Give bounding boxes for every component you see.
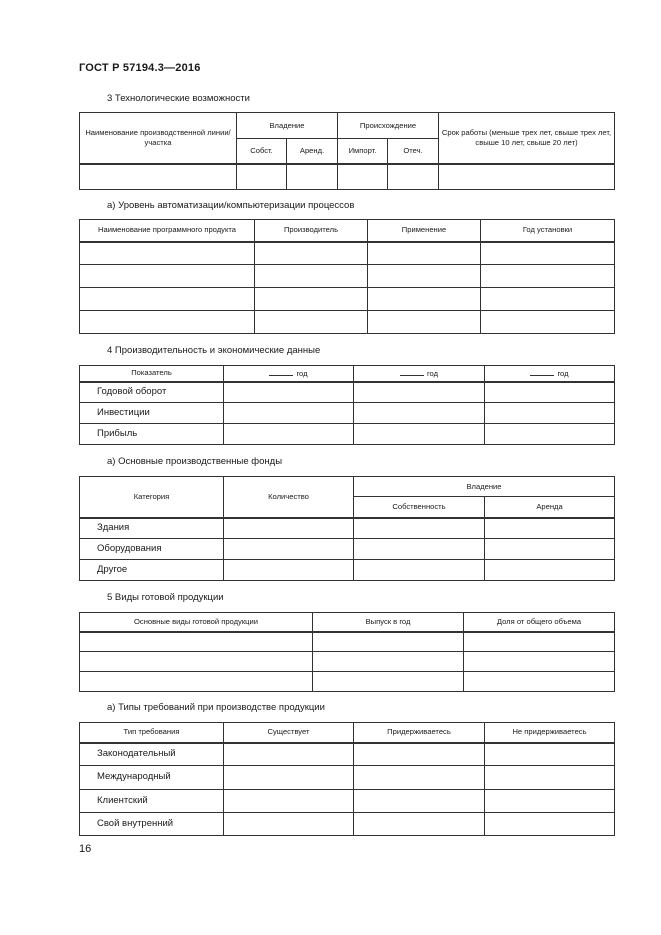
input-cell[interactable] bbox=[464, 632, 615, 652]
input-cell[interactable] bbox=[80, 311, 255, 334]
table-row bbox=[80, 311, 615, 334]
table-row bbox=[80, 518, 615, 539]
input-cell[interactable] bbox=[354, 382, 485, 403]
year-blank[interactable] bbox=[400, 368, 424, 376]
input-cell[interactable] bbox=[368, 311, 481, 334]
col-import: Импорт. bbox=[338, 139, 388, 164]
table-row bbox=[80, 288, 615, 311]
row-label: Годовой оборот bbox=[80, 382, 224, 403]
input-cell[interactable] bbox=[485, 518, 615, 539]
input-cell[interactable] bbox=[354, 539, 485, 560]
requirements-title: а) Типы требований при производстве продукции bbox=[107, 702, 325, 713]
table-row bbox=[80, 743, 615, 766]
table-row bbox=[80, 672, 615, 692]
col-product-types: Основные виды готовой продукции bbox=[80, 613, 313, 632]
automation-table bbox=[79, 219, 615, 334]
input-cell[interactable] bbox=[464, 672, 615, 692]
input-cell[interactable] bbox=[80, 164, 237, 189]
table-row bbox=[80, 812, 615, 835]
input-cell[interactable] bbox=[464, 652, 615, 672]
input-cell[interactable] bbox=[80, 632, 313, 652]
col-lifetime: Срок работы (меньше трех лет, свыше трех лет, свыше 10 лет, свыше 20 лет) bbox=[439, 113, 615, 165]
row-label: Другое bbox=[80, 560, 224, 581]
input-cell[interactable] bbox=[485, 403, 615, 424]
input-cell[interactable] bbox=[255, 242, 368, 265]
input-cell[interactable] bbox=[354, 403, 485, 424]
input-cell[interactable] bbox=[485, 539, 615, 560]
col-share: Доля от общего объема bbox=[464, 613, 615, 632]
input-cell[interactable] bbox=[354, 518, 485, 539]
table-row bbox=[80, 632, 615, 652]
input-cell[interactable] bbox=[224, 743, 354, 766]
col-not-comply: Не придерживаетесь bbox=[485, 723, 615, 743]
col-year-2: год bbox=[354, 366, 485, 382]
col-install-year: Год установки bbox=[481, 220, 615, 242]
col-quantity: Количество bbox=[224, 477, 354, 518]
row-label: Оборудования bbox=[80, 539, 224, 560]
col-rent: Аренд. bbox=[287, 139, 338, 164]
row-label: Прибыль bbox=[80, 424, 224, 445]
input-cell[interactable] bbox=[237, 164, 287, 189]
input-cell[interactable] bbox=[485, 743, 615, 766]
table-row bbox=[80, 789, 615, 812]
col-year-1: год bbox=[224, 366, 354, 382]
row-label: Законодательный bbox=[80, 743, 224, 766]
assets-title: а) Основные производственные фонды bbox=[107, 456, 283, 467]
table-row bbox=[80, 265, 615, 288]
row-label: Инвестиции bbox=[80, 403, 224, 424]
technology-table bbox=[79, 112, 615, 190]
automation-title: а) Уровень автоматизации/компьютеризации процессов bbox=[107, 200, 355, 211]
input-cell[interactable] bbox=[224, 539, 354, 560]
page-number: 16 bbox=[79, 843, 92, 855]
col-annual-output: Выпуск в год bbox=[313, 613, 464, 632]
input-cell[interactable] bbox=[224, 766, 354, 789]
table-row bbox=[80, 382, 615, 403]
input-cell[interactable] bbox=[485, 424, 615, 445]
input-cell[interactable] bbox=[485, 812, 615, 835]
input-cell[interactable] bbox=[313, 672, 464, 692]
input-cell[interactable] bbox=[368, 288, 481, 311]
input-cell[interactable] bbox=[224, 560, 354, 581]
col-manufacturer: Производитель bbox=[255, 220, 368, 242]
row-label: Клиентский bbox=[80, 789, 224, 812]
col-comply: Придерживаетесь bbox=[354, 723, 485, 743]
input-cell[interactable] bbox=[287, 164, 338, 189]
input-cell[interactable] bbox=[485, 766, 615, 789]
input-cell[interactable] bbox=[485, 789, 615, 812]
col-own: Собственность bbox=[354, 497, 485, 518]
input-cell[interactable] bbox=[80, 242, 255, 265]
row-label: Здания bbox=[80, 518, 224, 539]
col-indicator: Показатель bbox=[80, 366, 224, 382]
input-cell[interactable] bbox=[224, 789, 354, 812]
input-cell[interactable] bbox=[313, 632, 464, 652]
col-software-name: Наименование программного продукта bbox=[80, 220, 255, 242]
input-cell[interactable] bbox=[224, 518, 354, 539]
col-line-name: Наименование производственной линии/участка bbox=[80, 113, 237, 165]
input-cell[interactable] bbox=[439, 164, 615, 189]
table-row bbox=[80, 164, 615, 189]
col-year-3: год bbox=[485, 366, 615, 382]
row-label: Международный bbox=[80, 766, 224, 789]
assets-table bbox=[79, 476, 615, 581]
input-cell[interactable] bbox=[255, 288, 368, 311]
section-4-title: 4 Производительность и экономические данные bbox=[107, 345, 321, 356]
input-cell[interactable] bbox=[224, 403, 354, 424]
table-row bbox=[80, 242, 615, 265]
year-blank[interactable] bbox=[269, 368, 293, 376]
products-table bbox=[79, 612, 615, 692]
input-cell[interactable] bbox=[354, 789, 485, 812]
col-origin: Происхождение bbox=[338, 113, 439, 139]
section-5-title: 5 Виды готовой продукции bbox=[107, 592, 224, 603]
col-ownership: Владение bbox=[237, 113, 338, 139]
table-row bbox=[80, 539, 615, 560]
col-rent: Аренда bbox=[485, 497, 615, 518]
input-cell[interactable] bbox=[368, 265, 481, 288]
input-cell[interactable] bbox=[224, 424, 354, 445]
performance-table bbox=[79, 365, 615, 445]
input-cell[interactable] bbox=[224, 382, 354, 403]
input-cell[interactable] bbox=[80, 672, 313, 692]
col-exists: Существует bbox=[224, 723, 354, 743]
input-cell[interactable] bbox=[313, 652, 464, 672]
input-cell[interactable] bbox=[354, 560, 485, 581]
input-cell[interactable] bbox=[80, 288, 255, 311]
input-cell[interactable] bbox=[481, 265, 615, 288]
input-cell[interactable] bbox=[354, 766, 485, 789]
input-cell[interactable] bbox=[255, 265, 368, 288]
input-cell[interactable] bbox=[481, 311, 615, 334]
col-ownership: Владение bbox=[354, 477, 615, 497]
table-row bbox=[80, 652, 615, 672]
input-cell[interactable] bbox=[485, 382, 615, 403]
input-cell[interactable] bbox=[80, 265, 255, 288]
table-row bbox=[80, 766, 615, 789]
year-blank[interactable] bbox=[530, 368, 554, 376]
document-header: ГОСТ Р 57194.3—2016 bbox=[79, 62, 201, 74]
col-own: Собст. bbox=[237, 139, 287, 164]
row-label: Свой внутренний bbox=[80, 812, 224, 835]
input-cell[interactable] bbox=[354, 424, 485, 445]
table-row bbox=[80, 424, 615, 445]
input-cell[interactable] bbox=[388, 164, 439, 189]
col-requirement-type: Тип требования bbox=[80, 723, 224, 743]
section-3-title: 3 Технологические возможности bbox=[107, 93, 250, 104]
input-cell[interactable] bbox=[338, 164, 388, 189]
input-cell[interactable] bbox=[485, 560, 615, 581]
input-cell[interactable] bbox=[368, 242, 481, 265]
input-cell[interactable] bbox=[80, 652, 313, 672]
requirements-table bbox=[79, 722, 615, 836]
input-cell[interactable] bbox=[354, 812, 485, 835]
col-category: Категория bbox=[80, 477, 224, 518]
table-row bbox=[80, 560, 615, 581]
input-cell[interactable] bbox=[481, 242, 615, 265]
input-cell[interactable] bbox=[224, 812, 354, 835]
table-row bbox=[80, 403, 615, 424]
input-cell[interactable] bbox=[481, 288, 615, 311]
col-domestic: Отеч. bbox=[388, 139, 439, 164]
col-application: Применение bbox=[368, 220, 481, 242]
input-cell[interactable] bbox=[354, 743, 485, 766]
input-cell[interactable] bbox=[255, 311, 368, 334]
